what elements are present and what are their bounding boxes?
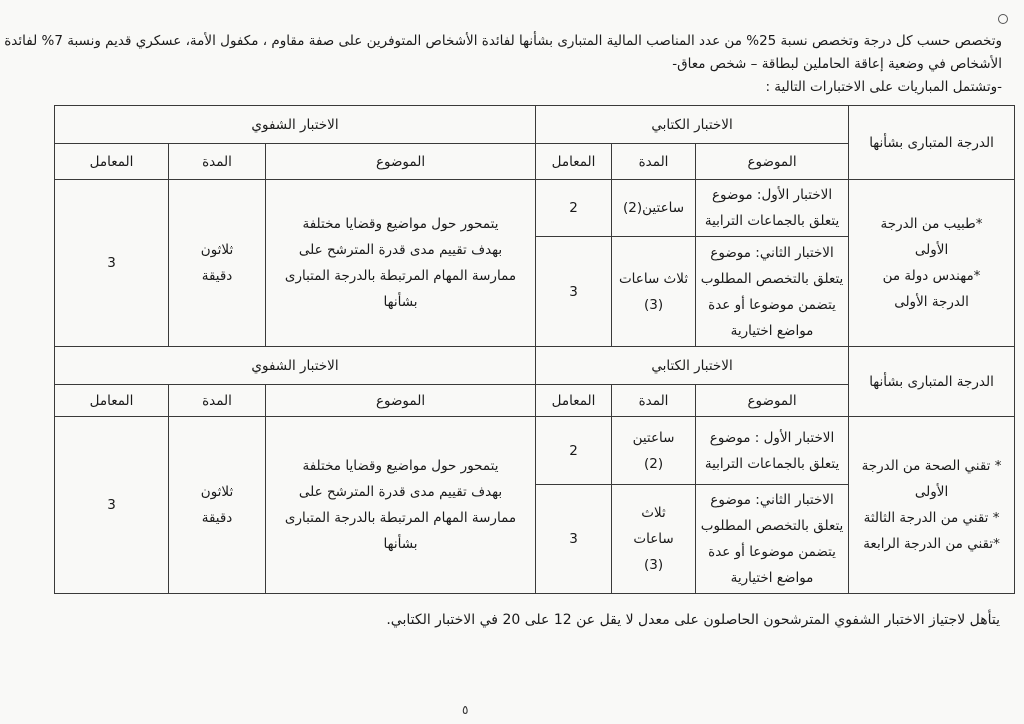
written-2-coef: 3 [536,485,612,594]
oral-duration: ثلاثون دقيقة [169,417,266,594]
oral-duration-header: المدة [169,144,266,180]
oral-topic: يتمحور حول مواضيع وقضايا مختلفة بهدف تقييم مدى قدرة المترشح على ممارسة المهام المرتبطة بالدرجة المتبارى بشأنها [266,417,536,594]
written-2-duration: ثلاث ساعات (3) [612,237,696,347]
intro-line-2: الأشخاص في وضعية إعاقة الحاملين لبطاقة – شخص معاق- [672,56,1002,72]
table-row [55,180,1015,237]
table-header-row [55,106,1015,144]
oral-coef: 3 [55,180,169,347]
oral-coef-header: المعامل [55,385,169,417]
written-topic-header: الموضوع [696,385,849,417]
exam-table [54,105,1015,594]
written-topic-header: الموضوع [696,144,849,180]
written-duration-header: المدة [612,385,696,417]
oral-topic-header: الموضوع [266,144,536,180]
table-row [55,417,1015,485]
written-2-duration: ثلاث ساعات (3) [612,485,696,594]
intro-line-1: وتخصص حسب كل درجة وتخصص نسبة 25% من عدد المناصب المالية المتبارى بشأنها لفائدة الأشخاص المتوفرين على صفة مقاوم ، مكفول الأمة، عسكري قديم ونسبة 7% لفائدة [4,33,1002,49]
intro-paragraph [4,30,1002,99]
oral-coef: 3 [55,417,169,594]
written-duration-header: المدة [612,144,696,180]
written-2-coef: 3 [536,237,612,347]
written-header: الاختبار الكتابي [536,106,849,144]
written-coef-header: المعامل [536,385,612,417]
written-2-topic: الاختبار الثاني: موضوع يتعلق بالتخصص المطلوب يتضمن موضوعا أو عدة مواضع اختيارية [696,485,849,594]
oral-coef-header: المعامل [55,144,169,180]
written-1-topic: الاختبار الأول: موضوع يتعلق بالجماعات الترابية [696,180,849,237]
grade-header: الدرجة المتبارى بشأنها [849,347,1015,417]
corner-ring-mark [998,14,1008,24]
intro-line-3: -وتشتمل المباريات على الاختبارات التالية : [765,79,1002,95]
written-1-duration: ساعتين (2) [612,417,696,485]
written-coef-header: المعامل [536,144,612,180]
grade-header: الدرجة المتبارى بشأنها [849,106,1015,180]
oral-duration-header: المدة [169,385,266,417]
oral-header: الاختبار الشفوي [55,106,536,144]
page-mark: ٥ [462,703,469,717]
oral-topic: يتمحور حول مواضيع وقضايا مختلفة بهدف تقييم مدى قدرة المترشح على ممارسة المهام المرتبطة بالدرجة المتبارى بشأنها [266,180,536,347]
table-header-row [55,347,1015,385]
footer-note: يتأهل لاجتياز الاختبار الشفوي المترشحون الحاصلون على معدل لا يقل عن 12 على 20 في الاختبار الكتابي. [386,612,1000,628]
grade-list: *طبيب من الدرجة الأولى *مهندس دولة من الدرجة الأولى [849,180,1015,347]
oral-header: الاختبار الشفوي [55,347,536,385]
written-header: الاختبار الكتابي [536,347,849,385]
written-1-coef: 2 [536,417,612,485]
written-1-duration: ساعتين(2) [612,180,696,237]
grade-list: * تقني الصحة من الدرجة الأولى * تقني من الدرجة الثالثة *تقني من الدرجة الرابعة [849,417,1015,594]
oral-topic-header: الموضوع [266,385,536,417]
written-2-topic: الاختبار الثاني: موضوع يتعلق بالتخصص المطلوب يتضمن موضوعا أو عدة مواضع اختيارية [696,237,849,347]
oral-duration: ثلاثون دقيقة [169,180,266,347]
written-1-topic: الاختبار الأول : موضوع يتعلق بالجماعات الترابية [696,417,849,485]
written-1-coef: 2 [536,180,612,237]
